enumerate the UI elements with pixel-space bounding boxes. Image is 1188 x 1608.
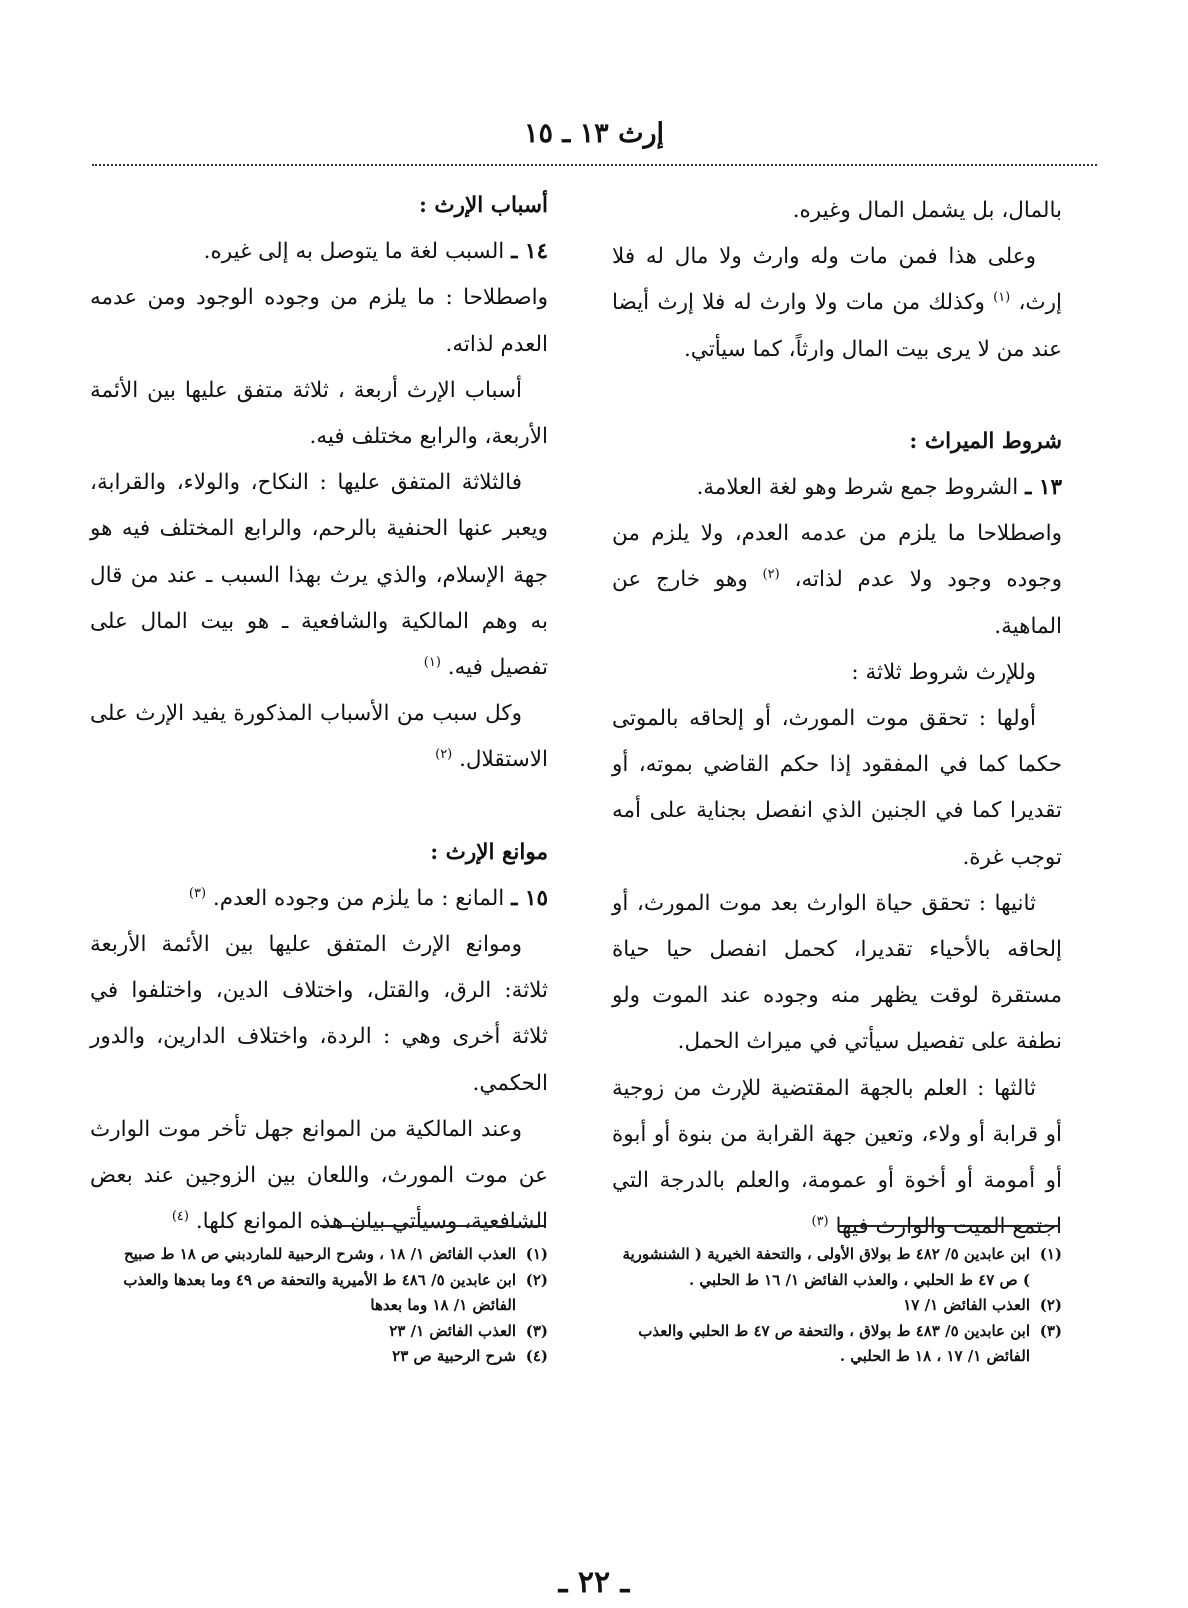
footnote-number: (٣) <box>1039 1321 1062 1340</box>
paragraph-text: بالمال، بل يشمل المال وغيره. <box>792 198 1062 223</box>
footnote-number: (٢) <box>525 1270 548 1289</box>
paragraph-text: واصطلاحا ما يلزم من عدمه العدم، ولا يلزم من وجوده وجود ولا عدم لذاته، <box>612 521 1063 593</box>
paragraph-text: وعلى هذا فمن مات وله وارث ولا مال له فلا إرث، <box>612 244 1062 316</box>
footnote-ref: (١) <box>993 290 1011 306</box>
footnote <box>90 1319 548 1345</box>
paragraph <box>90 229 548 275</box>
paragraph-text: ثالثها : العلم بالجهة المقتضية للإرث من زوجية أو قرابة أو ولاء، وتعين جهة القرابة من بنوة أو أبوة أو أمومة أو أخوة أو عمومة، والعلم بالدرجة التي اجتمع الميت والوارث فيها <box>612 1075 1062 1240</box>
right-column <box>612 188 1062 1250</box>
footnotes-right <box>612 1242 1062 1370</box>
section-number: ١٤ ـ <box>511 239 548 265</box>
left-column <box>90 183 548 1245</box>
section-number: ١٣ ـ <box>1025 475 1062 501</box>
footnote-text: ابن عابدين ٥/ ٤٨٢ ط بولاق الأولى ، والتحفة الخيرية ( الشنشورية ) ص ٤٧ ط الحلبي ، والعذب الفائض ١/ ١٦ ط الحلبي . <box>622 1245 1030 1289</box>
footnote-rule <box>320 1225 546 1227</box>
footnote-ref: (٣) <box>811 1214 829 1230</box>
header-dotted-rule <box>92 164 1097 166</box>
footnote-ref: (٢) <box>435 747 453 763</box>
paragraph-text: المانع : ما يلزم من وجوده العدم. <box>212 885 505 911</box>
section-heading: شروط الميراث : <box>909 428 1062 454</box>
footnote-ref: (٣) <box>188 885 207 901</box>
footnote-ref: (٢) <box>762 567 780 583</box>
paragraph: أسباب الإرث أربعة ، ثلاثة متفق عليها بين الأئمة الأربعة، والرابع مختلف فيه. <box>90 377 548 450</box>
footnote-number: (٤) <box>525 1347 548 1365</box>
footnote <box>90 1268 548 1319</box>
paragraph-text: السبب لغة ما يتوصل به إلى غيره. <box>203 239 505 265</box>
page-number: ـ ٢٢ ـ <box>558 1565 630 1600</box>
paragraph <box>90 876 548 922</box>
paragraph: وموانع الإرث المتفق عليها بين الأئمة الأربعة ثلاثة: الرق، والقتل، واختلاف الدين، واختلفوا في ثلاثة أخرى وهي : الردة، واختلاف الدارين، والدور الحكمي. <box>90 932 548 1096</box>
section-heading: أسباب الإرث : <box>418 193 548 218</box>
paragraph: أولها : تحقق موت المورث، أو إلحاقه بالموتى حكما كما في المفقود إذا حكم القاضي بموته، أو تقديرا كما في الجنين الذي انفصل بجناية على أمه توجب غرة. <box>612 706 1062 870</box>
section-number: ١٥ ـ <box>511 885 548 911</box>
footnote-number: (١) <box>1039 1245 1062 1263</box>
footnote-text: العذب الفائض ١/ ٢٣ <box>389 1321 516 1340</box>
footnote-rule <box>838 1225 1060 1227</box>
section-heading: موانع الإرث : <box>430 839 548 865</box>
footnote <box>90 1344 548 1370</box>
paragraph <box>612 1066 1062 1251</box>
footnote-text: شرح الرحبية ص ٢٣ <box>392 1347 516 1365</box>
footnote-text: ابن عابدين ٥/ ٤٨٦ ط الأميرية والتحفة ص ٤٩ وما بعدها والعذب الفائض ١/ ١٨ وما بعدها <box>123 1270 516 1314</box>
running-header: إرث ١٣ ـ ١٥ <box>523 118 665 149</box>
footnotes-left <box>90 1242 548 1370</box>
paragraph <box>612 465 1062 511</box>
paragraph-text: وكذلك من مات ولا وارث له فلا إرث أيضا عند من لا يرى بيت المال وارثاً، كما سيأتي. <box>612 290 1062 362</box>
footnote <box>90 1242 548 1268</box>
footnote-ref: (١) <box>423 654 441 670</box>
paragraph-text: وهو خارج عن الماهية. <box>612 567 1062 639</box>
paragraph <box>612 511 1062 650</box>
footnote-text: العذب الفائض ١/ ١٧ <box>903 1296 1030 1314</box>
paragraph <box>612 188 1062 234</box>
paragraph: واصطلاحا : ما يلزم من وجوده الوجود ومن عدمه العدم لذاته. <box>90 285 548 357</box>
paragraph-text: الشروط جمع شرط وهو لغة العلامة. <box>696 475 1019 501</box>
paragraph: ثانيها : تحقق حياة الوارث بعد موت المورث، أو إلحاقه بالأحياء تقديرا، كحمل انفصل حيا حياة مستقرة لوقت يظهر منه وجوده عند الموت ولو نطفة على تفصيل سيأتي في ميراث الحمل. <box>612 890 1062 1055</box>
footnote-ref: (٤) <box>171 1209 189 1225</box>
paragraph-text: وكل سبب من الأسباب المذكورة يفيد الإرث على الاستقلال. <box>90 701 548 773</box>
footnote <box>612 1242 1062 1293</box>
paragraph <box>90 691 548 783</box>
footnote-number: (٢) <box>1039 1296 1062 1314</box>
paragraph <box>90 460 548 691</box>
footnote-number: (١) <box>525 1245 548 1263</box>
footnote <box>612 1293 1062 1319</box>
paragraph-text: وعند المالكية من الموانع جهل تأخر موت الوارث عن موت المورث، واللعان بين الزوجين عند بعض الشافعية، وسيأتي بيان هذه الموانع كلها. <box>90 1116 548 1235</box>
footnote-text: العذب الفائض ١/ ١٨ ، وشرح الرحبية للماردبني ص ١٨ ط صبيح <box>123 1245 516 1263</box>
paragraph-text: فالثلاثة المتفق عليها : النكاح، والولاء، والقرابة، ويعبر عنها الحنفية بالرحم، والرابع المختلف فيه هو جهة الإسلام، والذي يرث بهذا السبب ـ عند من قال به وهم المالكية والشافعية ـ هو بيت المال على تفصيل فيه. <box>90 470 548 681</box>
footnote-number: (٣) <box>525 1321 548 1340</box>
footnote <box>612 1319 1062 1370</box>
paragraph <box>612 234 1062 373</box>
footnote-text: ابن عابدين ٥/ ٤٨٣ ط بولاق ، والتحفة ص ٤٧ ط الحلبي والعذب الفائض ١/ ١٧ ، ١٨ ط الحلبي . <box>638 1321 1030 1365</box>
paragraph: وللإرث شروط ثلاثة : <box>851 659 1036 685</box>
